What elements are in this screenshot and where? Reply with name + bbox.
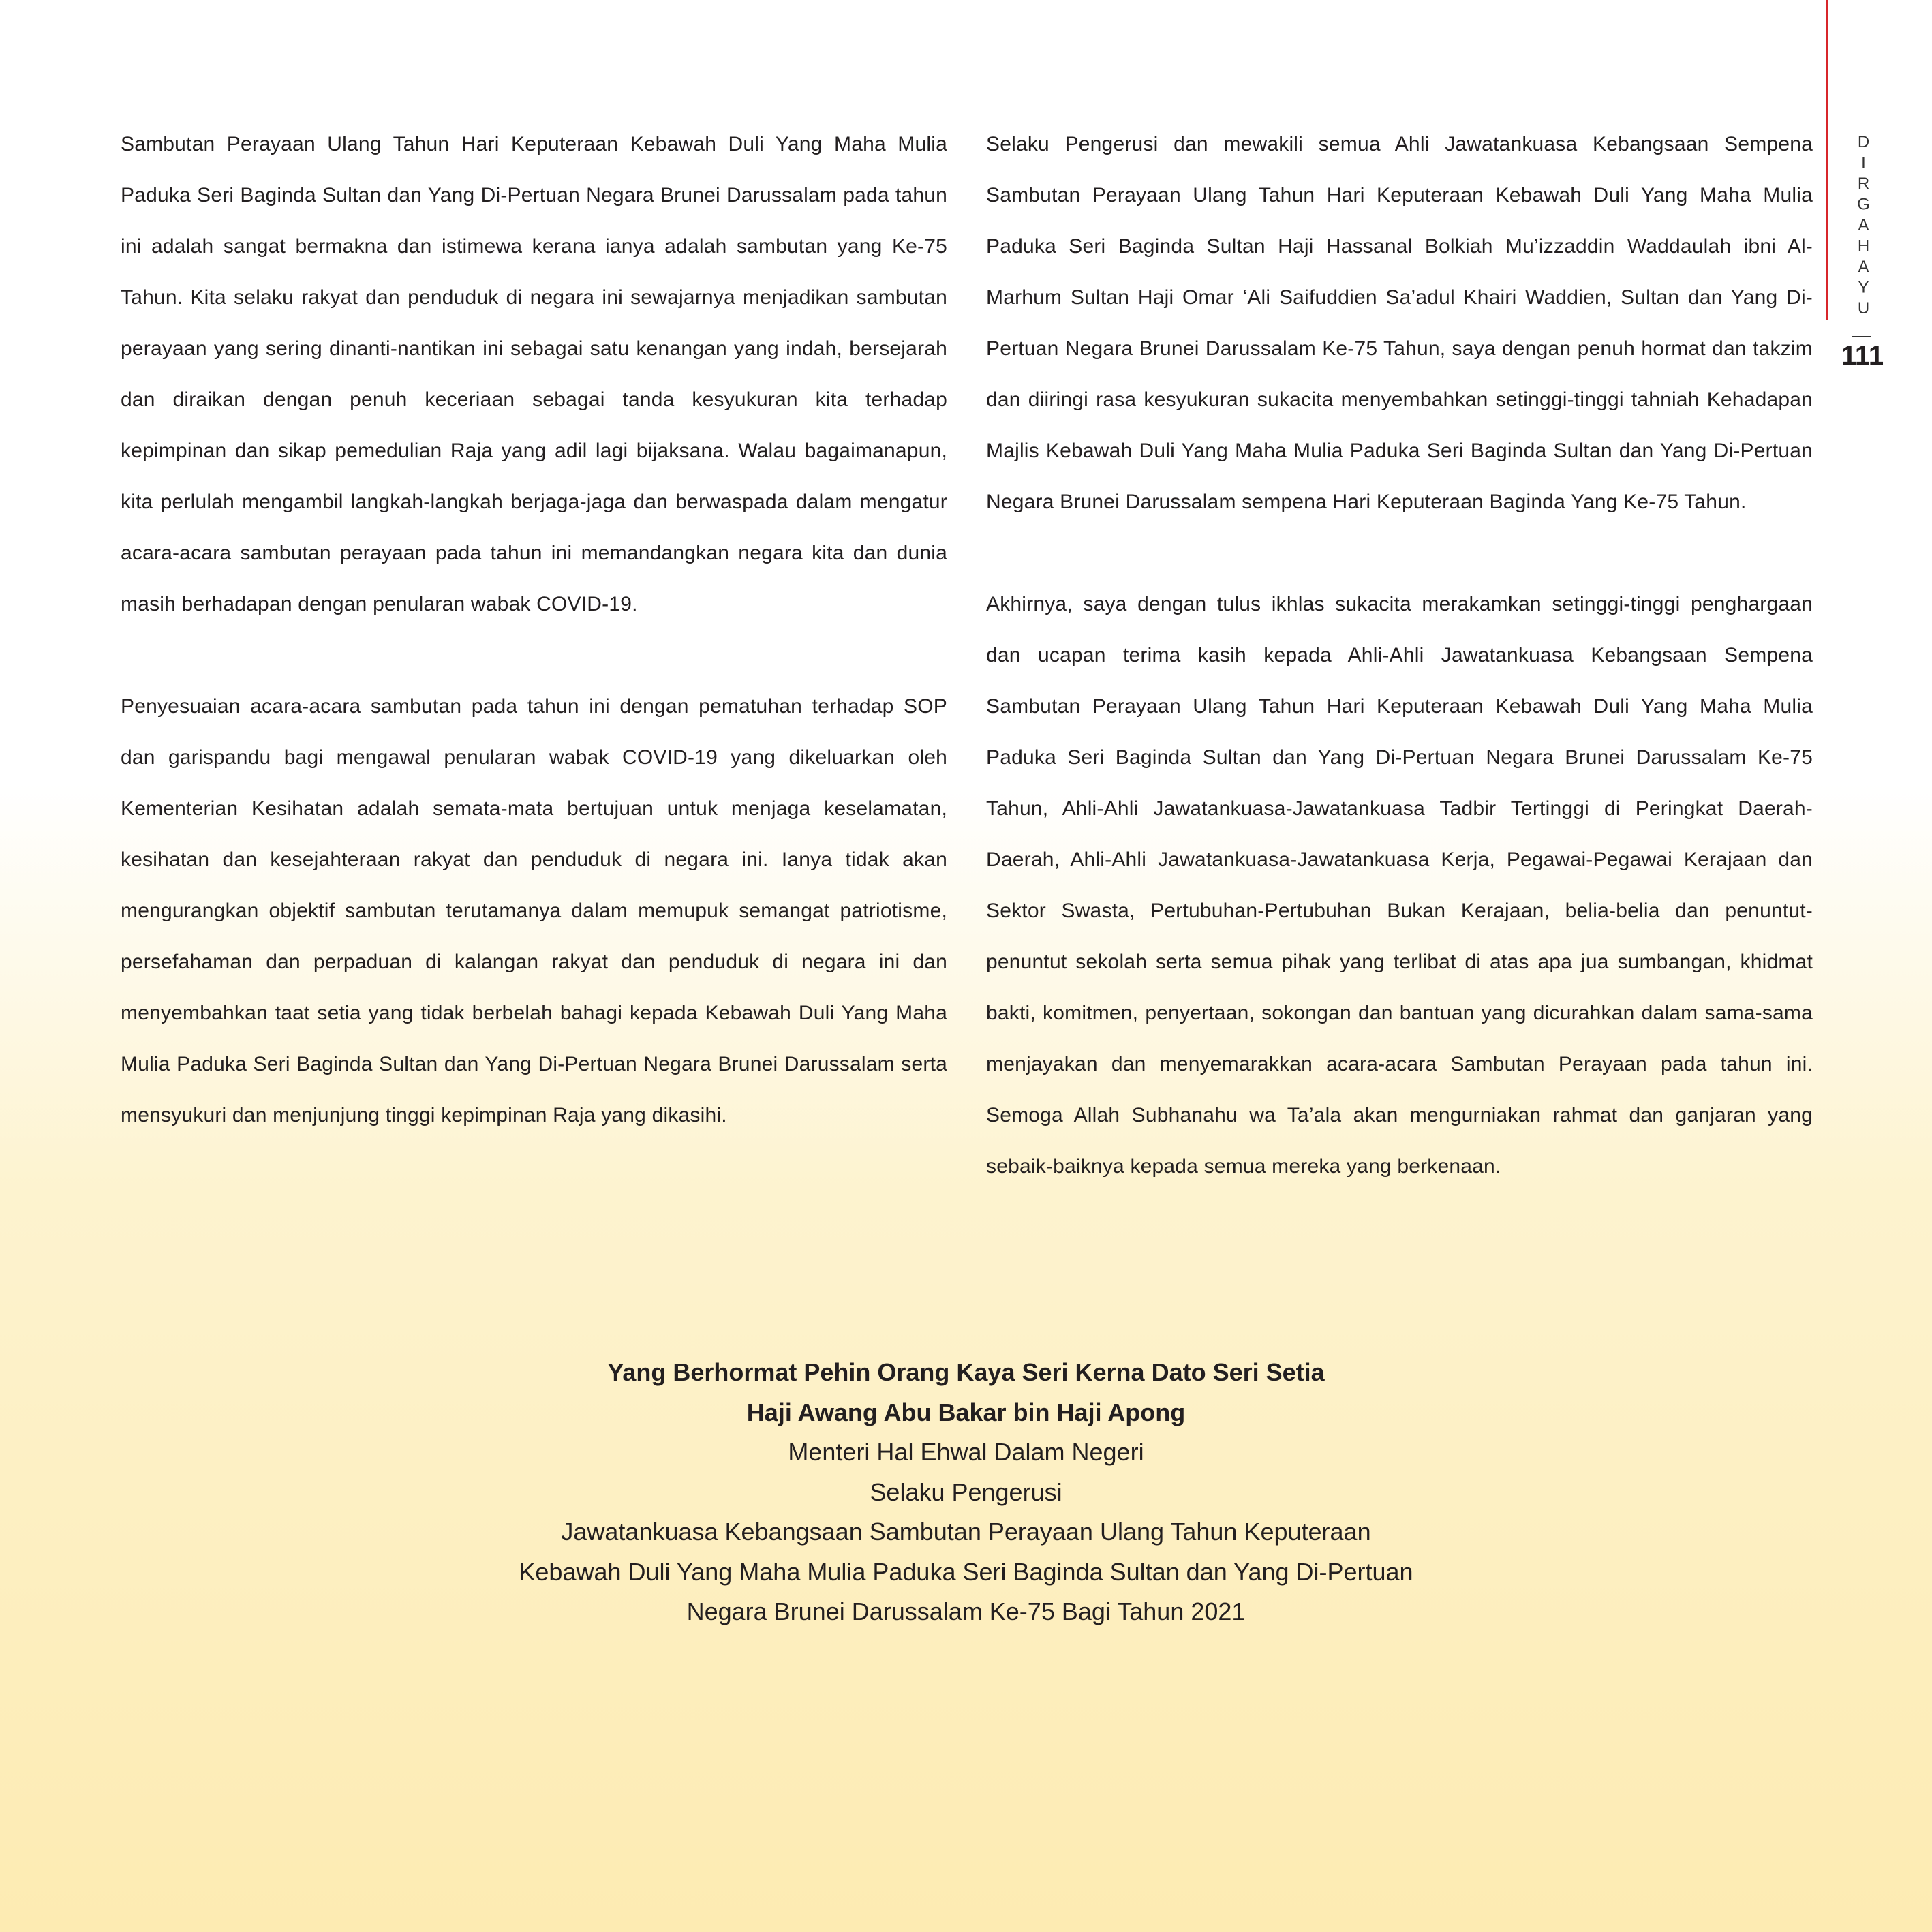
signatory-title: Menteri Hal Ehwal Dalam Negeri: [788, 1438, 1144, 1466]
left-column: [121, 119, 947, 1192]
signatory-title: Negara Brunei Darussalam Ke-75 Bagi Tahun 2021: [686, 1597, 1246, 1625]
red-vertical-rule: [1826, 0, 1828, 320]
signature-block: [0, 1353, 1932, 1632]
page-number-dash: [1852, 336, 1871, 337]
paragraph: Selaku Pengerusi dan mewakili semua Ahli Jawatankuasa Kebangsaan Sempena Sambutan Perayaan Ulang Tahun Hari Keputeraan Kebawah Duli Yang Maha Mulia Paduka Seri Baginda Sultan Haji Hassanal Bolkiah Mu’izzaddin Waddaulah ibni Al-Marhum Sultan Haji Omar ‘Ali Saifuddien Sa’adul Khairi Waddien, Sultan dan Yang Di-Pertuan Negara Brunei Darussalam Ke-75 Tahun, saya dengan penuh hormat dan takzim dan diiringi rasa kesyukuran sukacita menyembahkan setinggi-tinggi tahniah Kehadapan Majlis Kebawah Duli Yang Maha Mulia Paduka Seri Baginda Sultan dan Yang Di-Pertuan Negara Brunei Darussalam sempena Hari Keputeraan Baginda Yang Ke-75 Tahun.: [986, 133, 1813, 513]
signatory-title: Kebawah Duli Yang Maha Mulia Paduka Seri Baginda Sultan dan Yang Di-Pertuan: [519, 1557, 1413, 1586]
paragraph: Penyesuaian acara-acara sambutan pada tahun ini dengan pematuhan terhadap SOP dan garispandu bagi mengawal penularan wabak COVID-19 yang dikeluarkan oleh Kementerian Kesihatan adalah semata-mata bertujuan untuk menjaga keselamatan, kesihatan dan kesejahteraan rakyat dan penduduk di negara ini. Ianya tidak akan mengurangkan objektif sambutan terutamanya dalam memupuk semangat patriotisme, persefahaman dan perpaduan di kalangan rakyat dan penduduk di negara ini dan menyembahkan taat setia yang tidak berbelah bahagi kepada Kebawah Duli Yang Maha Mulia Paduka Seri Baginda Sultan dan Yang Di-Pertuan Negara Brunei Darussalam serta mensyukuri dan menjunjung tinggi kepimpinan Raja yang dikasihi.: [121, 695, 947, 1126]
paragraph: Sambutan Perayaan Ulang Tahun Hari Keputeraan Kebawah Duli Yang Maha Mulia Paduka Seri Baginda Sultan dan Yang Di-Pertuan Negara Brunei Darussalam pada tahun ini adalah sangat bermakna dan istimewa kerana ianya adalah sambutan yang Ke-75 Tahun. Kita selaku rakyat dan penduduk di negara ini sewajarnya menjadikan sambutan perayaan yang sering dinanti-nantikan ini sebagai satu kenangan yang indah, bersejarah dan diraikan dengan penuh keceriaan sebagai tanda kesyukuran kita terhadap kepimpinan dan sikap pemedulian Raja yang adil lagi bijaksana. Walau bagaimanapun, kita perlulah mengambil langkah-langkah berjaga-jaga dan berwaspada dalam mengatur acara-acara sambutan perayaan pada tahun ini memandangkan negara kita dan dunia masih berhadapan dengan penularan wabak COVID-19.: [121, 133, 947, 615]
right-column: [986, 119, 1813, 1243]
page-number: 111: [1841, 341, 1884, 371]
paragraph: Akhirnya, saya dengan tulus ikhlas sukacita merakamkan setinggi-tinggi penghargaan dan ucapan terima kasih kepada Ahli-Ahli Jawatankuasa Kebangsaan Sempena Sambutan Perayaan Ulang Tahun Hari Keputeraan Kebawah Duli Yang Maha Mulia Paduka Seri Baginda Sultan dan Yang Di-Pertuan Negara Brunei Darussalam Ke-75 Tahun, Ahli-Ahli Jawatankuasa-Jawatankuasa Tadbir Tertinggi di Peringkat Daerah-Daerah, Ahli-Ahli Jawatankuasa-Jawatankuasa Kerja, Pegawai-Pegawai Kerajaan dan Sektor Swasta, Pertubuhan-Pertubuhan Bukan Kerajaan, belia-belia dan penuntut-penuntut sekolah serta semua pihak yang terlibat di atas apa jua sumbangan, khidmat bakti, komitmen, penyertaan, sokongan dan bantuan yang dicurahkan dalam sama-sama menjayakan dan menyemarakkan acara-acara Sambutan Perayaan pada tahun ini. Semoga Allah Subhanahu wa Ta’ala akan mengurniakan rahmat dan ganjaran yang sebaik-baiknya kepada semua mereka yang berkenaan.: [986, 593, 1813, 1178]
signatory-name-line-2: Haji Awang Abu Bakar bin Haji Apong: [746, 1398, 1186, 1426]
signatory-title: Jawatankuasa Kebangsaan Sambutan Perayaan Ulang Tahun Keputeraan: [561, 1518, 1371, 1546]
signatory-title: Selaku Pengerusi: [870, 1477, 1062, 1506]
dirgahayu-vertical-label: DIRGAHAYU: [1854, 133, 1873, 320]
signatory-name-line-1: Yang Berhormat Pehin Orang Kaya Seri Kerna Dato Seri Setia: [607, 1358, 1325, 1386]
